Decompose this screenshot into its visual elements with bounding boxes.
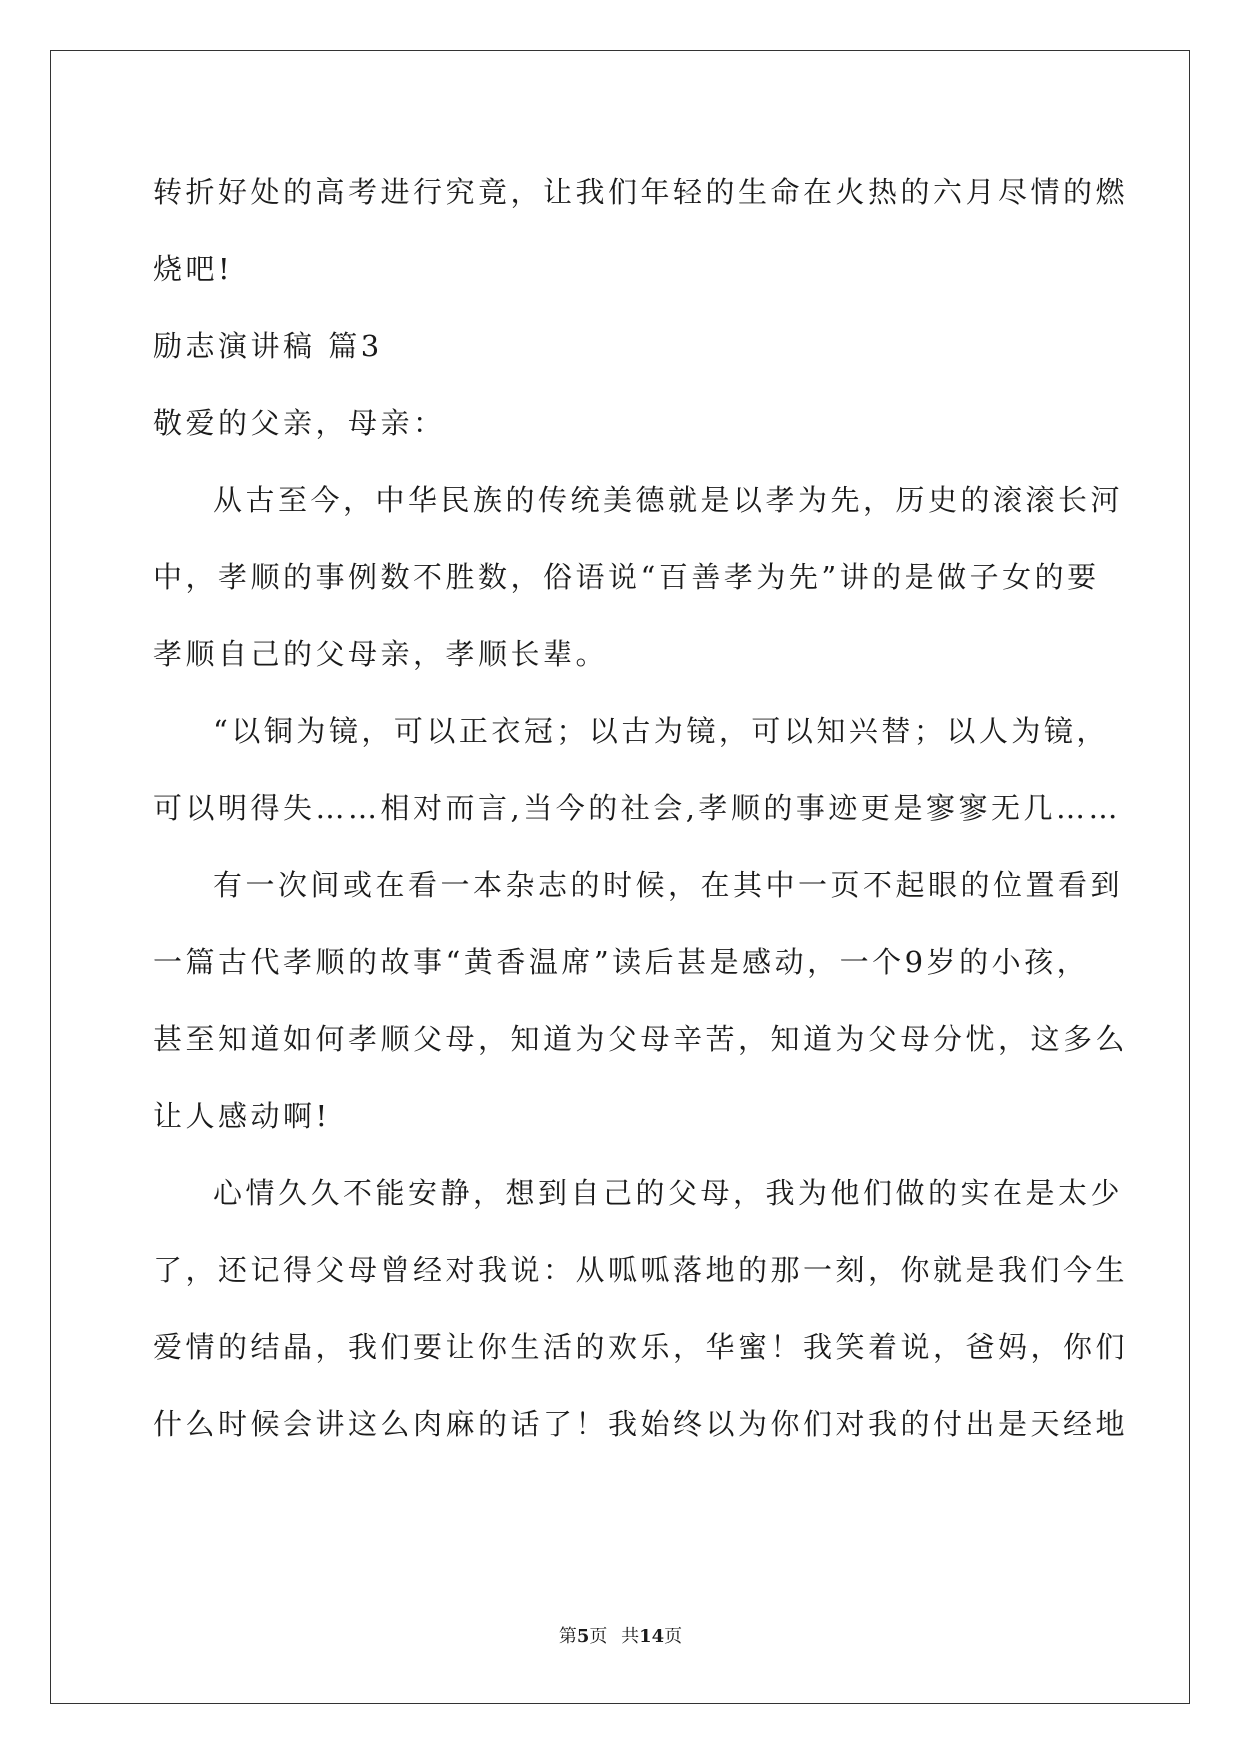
total-prefix: 共 [621, 1626, 640, 1647]
body-line: 爱情的结晶，我们要让你生活的欢乐，华蜜！我笑着说，爸妈，你们 [153, 1330, 1129, 1364]
document-body [153, 160, 1129, 1469]
body-line: 了，还记得父母曾经对我说：从呱呱落地的那一刻，你就是我们今生 [153, 1253, 1129, 1287]
body-line: 有一次间或在看一本杂志的时候，在其中一页不起眼的位置看到 [213, 868, 1124, 902]
total-suffix: 页 [664, 1626, 683, 1647]
body-line: 甚至知道如何孝顺父母，知道为父母辛苦，知道为父母分忧，这多么 [153, 1022, 1129, 1056]
body-line: 一篇古代孝顺的故事“黄香温席”读后甚是感动，一个9岁的小孩， [153, 945, 1090, 979]
page-suffix: 页 [589, 1626, 608, 1647]
page-prefix: 第 [558, 1626, 577, 1647]
body-line: 烧吧! [153, 252, 234, 286]
body-line: “以铜为镜，可以正衣冠；以古为镜，可以知兴替；以人为镜， [213, 714, 1109, 748]
page-footer [0, 1622, 1241, 1648]
body-line: 孝顺自己的父母亲，孝顺长辈。 [153, 637, 609, 671]
current-page-number: 5 [576, 1626, 590, 1647]
section-heading: 励志演讲稿 篇3 [153, 329, 383, 363]
body-line: 心情久久不能安静，想到自己的父母，我为他们做的实在是太少 [213, 1176, 1124, 1210]
body-line: 中，孝顺的事例数不胜数，俗语说“百善孝为先”讲的是做子女的要 [153, 560, 1100, 594]
body-line: 从古至今，中华民族的传统美德就是以孝为先，历史的滚滚长河 [213, 483, 1124, 517]
body-line: 可以明得失……相对而言,当今的社会,孝顺的事迹更是寥寥无几…… [153, 791, 1121, 825]
body-line: 转折好处的高考进行究竟，让我们年轻的生命在火热的六月尽情的燃 [153, 175, 1129, 209]
total-page-number: 14 [639, 1626, 665, 1647]
salutation: 敬爱的父亲，母亲： [153, 406, 446, 440]
body-line: 让人感动啊! [153, 1099, 331, 1133]
body-line: 什么时候会讲这么肉麻的话了！我始终以为你们对我的付出是天经地 [153, 1407, 1129, 1441]
